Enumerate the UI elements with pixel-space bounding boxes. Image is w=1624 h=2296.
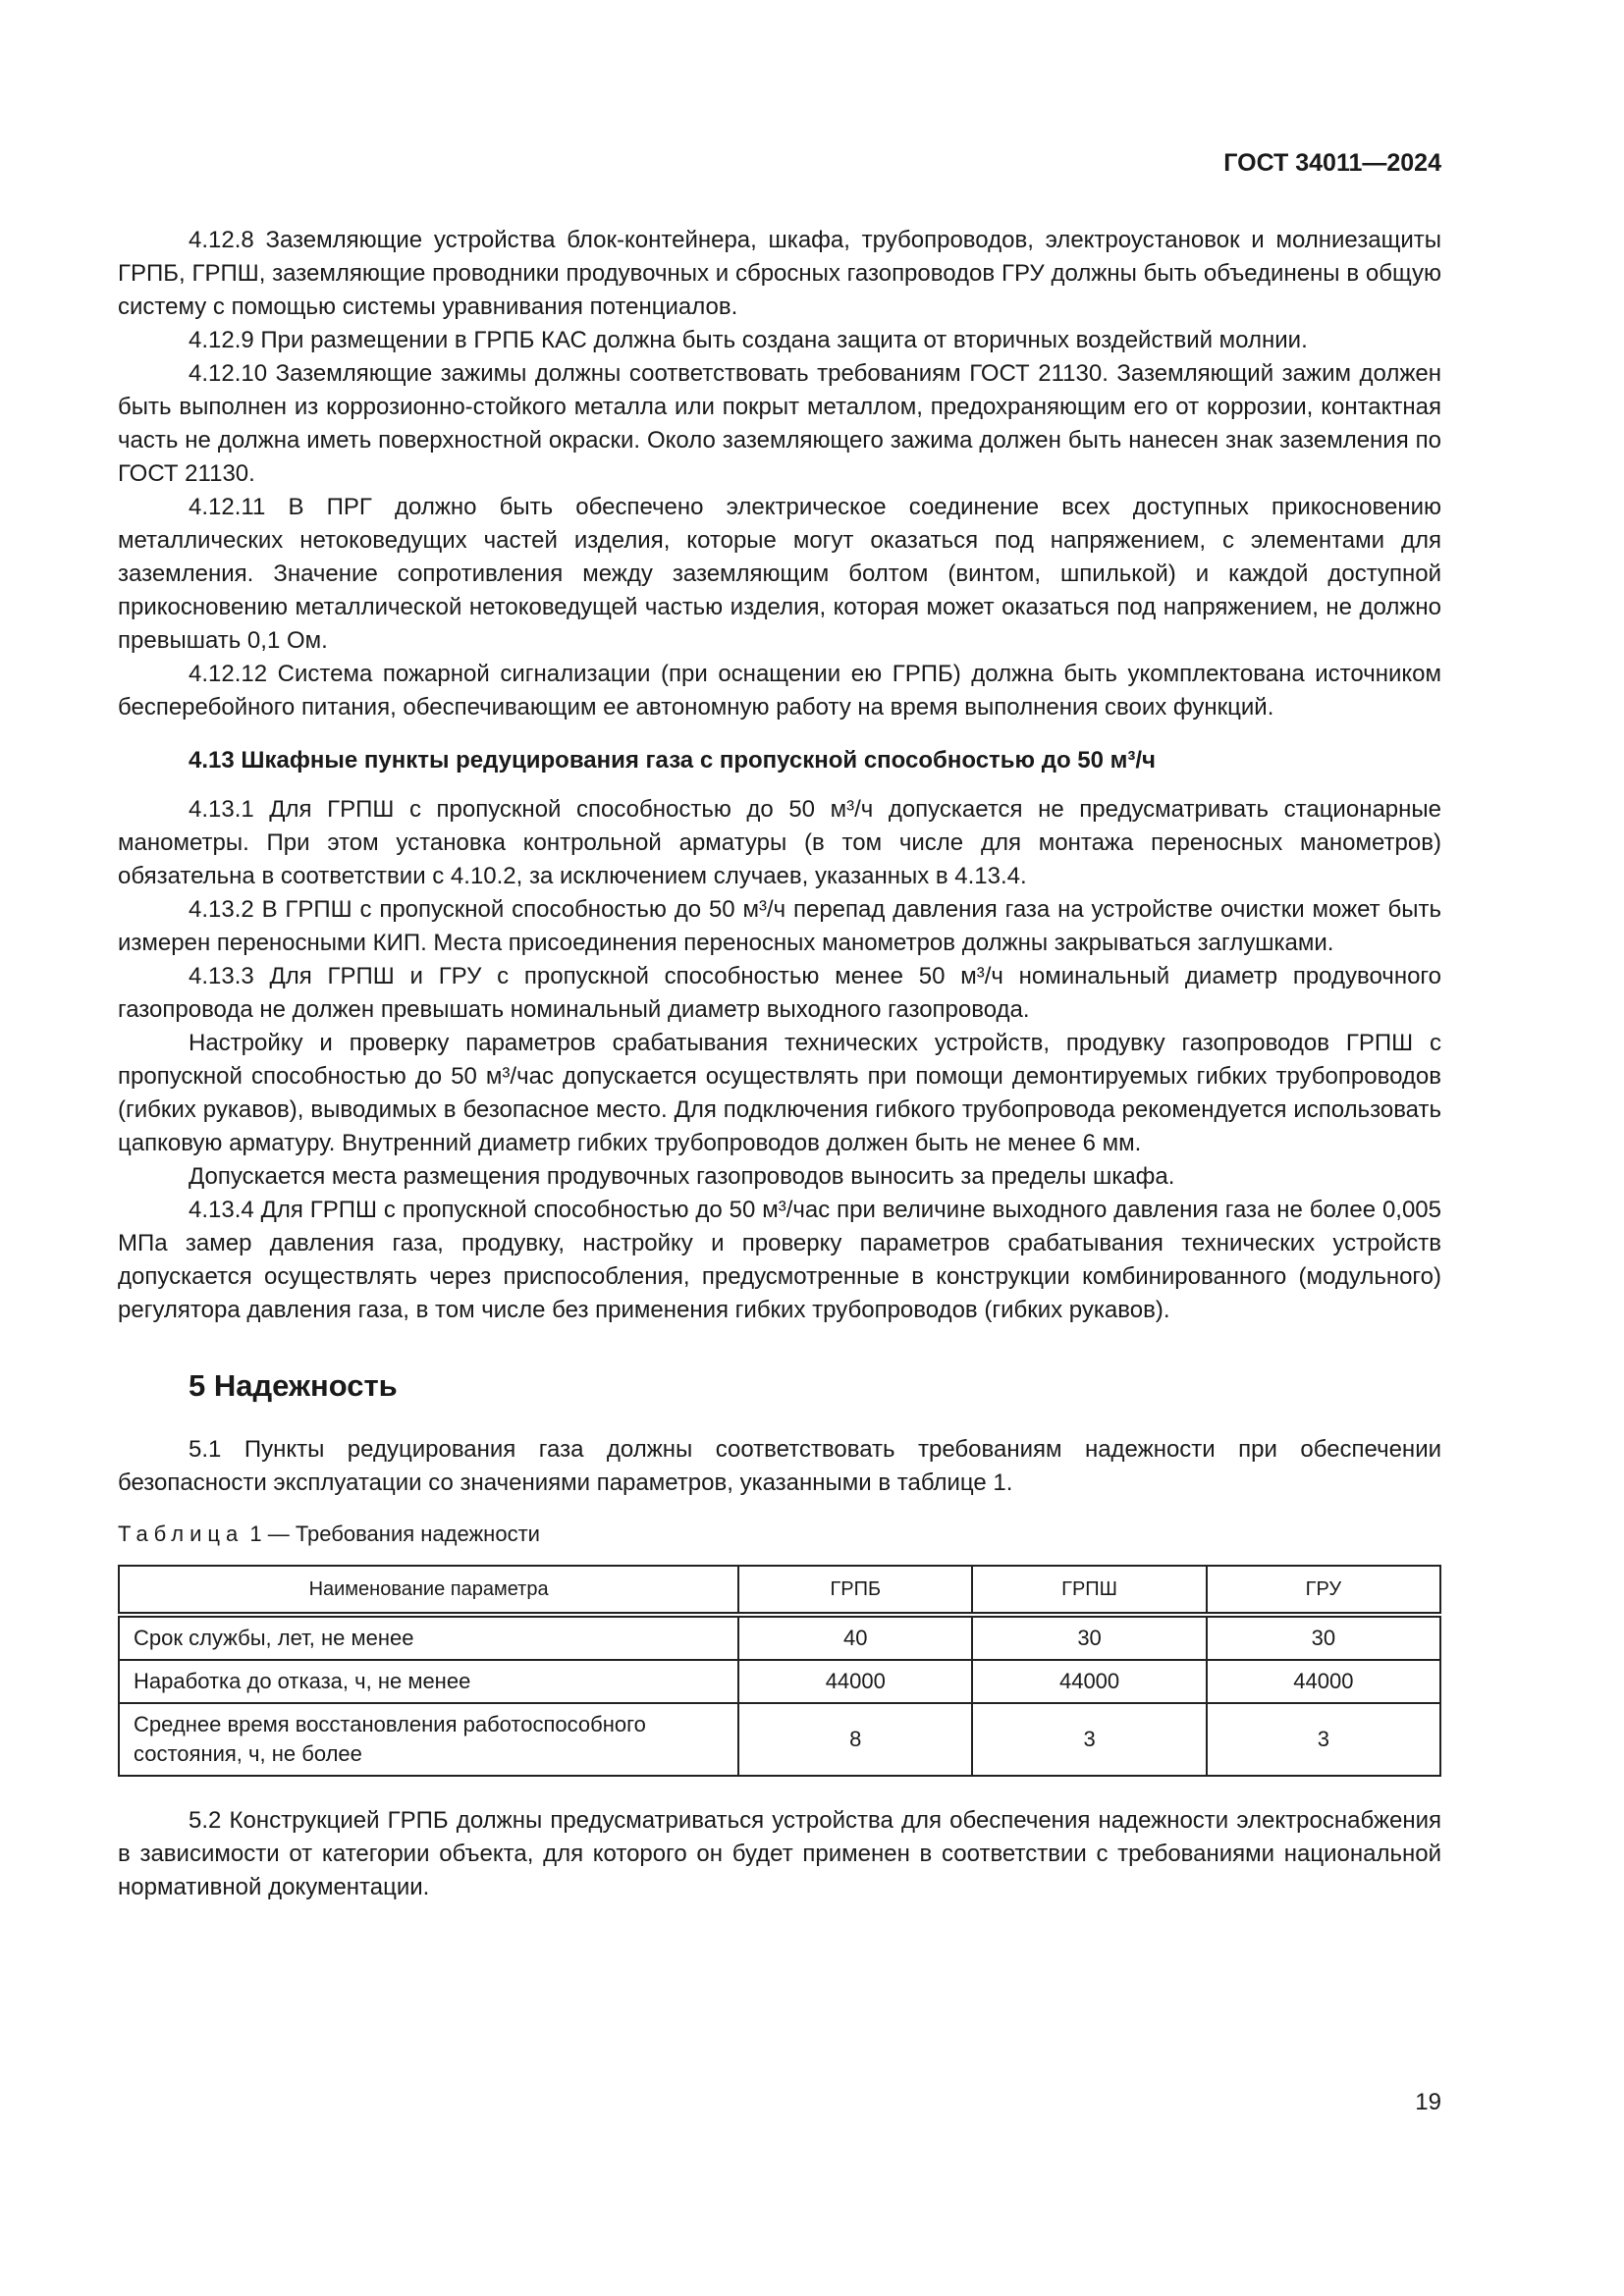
table-cell: 3 (972, 1703, 1206, 1776)
paragraph-4-13-4: 4.13.4 Для ГРПШ с пропускной способностью до 50 м³/час при величине выходного давления газа не более 0,005 МПа замер давления газа, продувку, настройку и проверку параметров срабатывания технических устройств допускается осуществлять через приспособления, предусмотренные в конструкции комбинированного (модульного) регулятора давления газа, в том числе без применения гибких трубопроводов (гибких рукавов). (118, 1197, 1441, 1323)
paragraph-4-12-12: 4.12.12 Система пожарной сигнализации (при оснащении ею ГРПБ) должна быть укомплектована источником бесперебойного питания, обеспечивающим ее автономную работу на время выполнения своих функций. (118, 661, 1441, 721)
table-cell: 44000 (1207, 1660, 1440, 1703)
paragraph-4-13-3-cont: Настройку и проверку параметров срабатывания технических устройств, продувку газопроводов ГРПШ с пропускной способностью до 50 м³/час допускается осуществлять при помощи демонтируемых гибких трубопроводов (гибких рукавов), выводимых в безопасное место. Для подключения гибкого трубопровода рекомендуется использовать цапковую арматуру. Внутренний диаметр гибких трубопроводов должен быть не менее 6 мм. (118, 1030, 1441, 1156)
column-header: ГРУ (1207, 1566, 1440, 1615)
table-cell: 44000 (738, 1660, 972, 1703)
reliability-table (118, 1565, 1441, 1777)
table-row (119, 1615, 1440, 1660)
paragraph-4-13-2: 4.13.2 В ГРПШ с пропускной способностью до 50 м³/ч перепад давления газа на устройстве очистки может быть измерен переносными КИП. Места присоединения переносных манометров должны закрываться заглушками. (118, 896, 1441, 956)
section-4-13-heading: 4.13 Шкафные пункты редуцирования газа с пропускной способностью до 50 м³/ч (189, 747, 1156, 774)
paragraph-5-1: 5.1 Пункты редуцирования газа должны соответствовать требованиям надежности при обеспечении безопасности эксплуатации со значениями параметров, указанными в таблице 1. (118, 1436, 1441, 1496)
paragraph-4-13-1: 4.13.1 Для ГРПШ с пропускной способностью до 50 м³/ч допускается не предусматривать стационарные манометры. При этом установка контрольной арматуры (в том числе для монтажа переносных манометров) обязательна в соответствии с 4.10.2, за исключением случаев, указанных в 4.13.4. (118, 796, 1441, 889)
document-id: ГОСТ 34011—2024 (1223, 149, 1441, 177)
table-cell: Срок службы, лет, не менее (119, 1615, 738, 1660)
page-number: 19 (1415, 2089, 1441, 2115)
table-cell: 30 (1207, 1615, 1440, 1660)
paragraph-4-12-9: 4.12.9 При размещении в ГРПБ КАС должна быть создана защита от вторичных воздействий молнии. (189, 327, 1308, 353)
paragraph-4-12-10: 4.12.10 Заземляющие зажимы должны соответствовать требованиям ГОСТ 21130. Заземляющий зажим должен быть выполнен из коррозионно-стойкого металла или покрыт металлом, предохраняющим его от коррозии, контактная часть не должна иметь поверхностной окраски. Около заземляющего зажима должен быть нанесен знак заземления по ГОСТ 21130. (118, 360, 1441, 487)
column-header: Наименование параметра (119, 1566, 738, 1615)
table-caption-label: Таблица (118, 1522, 244, 1546)
table-cell: 40 (738, 1615, 972, 1660)
table-cell: 3 (1207, 1703, 1440, 1776)
table-caption-title: 1 — Требования надежности (249, 1522, 540, 1546)
section-5-heading: 5 Надежность (189, 1368, 398, 1403)
table-row (119, 1703, 1440, 1776)
paragraph-4-12-8: 4.12.8 Заземляющие устройства блок-контейнера, шкафа, трубопроводов, электроустановок и молниезащиты ГРПБ, ГРПШ, заземляющие проводники продувочных и сбросных газопроводов ГРУ должны быть объединены в общую систему с помощью системы уравнивания потенциалов. (118, 227, 1441, 320)
table-header-row (119, 1566, 1440, 1615)
paragraph-5-2: 5.2 Конструкцией ГРПБ должны предусматриваться устройства для обеспечения надежности электроснабжения в зависимости от категории объекта, для которого он будет применен в соответствии с требованиями национальной нормативной документации. (118, 1807, 1441, 1900)
paragraph-4-13-3-note: Допускается места размещения продувочных газопроводов выносить за пределы шкафа. (189, 1163, 1175, 1190)
paragraph-4-12-11: 4.12.11 В ПРГ должно быть обеспечено электрическое соединение всех доступных прикосновению металлических нетоковедущих частей изделия, которые могут оказаться под напряжением, с элементами для заземления. Значение сопротивления между заземляющим болтом (винтом, шпилькой) и каждой доступной прикосновению металлической нетоковедущей частью изделия, которая может оказаться под напряжением, не должно превышать 0,1 Ом. (118, 494, 1441, 654)
table-cell: Среднее время восстановления работоспособного состояния, ч, не более (119, 1703, 738, 1776)
table-cell: Наработка до отказа, ч, не менее (119, 1660, 738, 1703)
column-header: ГРПБ (738, 1566, 972, 1615)
table-cell: 44000 (972, 1660, 1206, 1703)
table-cell: 8 (738, 1703, 972, 1776)
column-header: ГРПШ (972, 1566, 1206, 1615)
page-body (118, 224, 1441, 1904)
table-cell: 30 (972, 1615, 1206, 1660)
table-caption (118, 1518, 1441, 1551)
paragraph-4-13-3: 4.13.3 Для ГРПШ и ГРУ с пропускной способностью менее 50 м³/ч номинальный диаметр продувочного газопровода не должен превышать номинальный диаметр выходного газопровода. (118, 963, 1441, 1023)
table-row (119, 1660, 1440, 1703)
